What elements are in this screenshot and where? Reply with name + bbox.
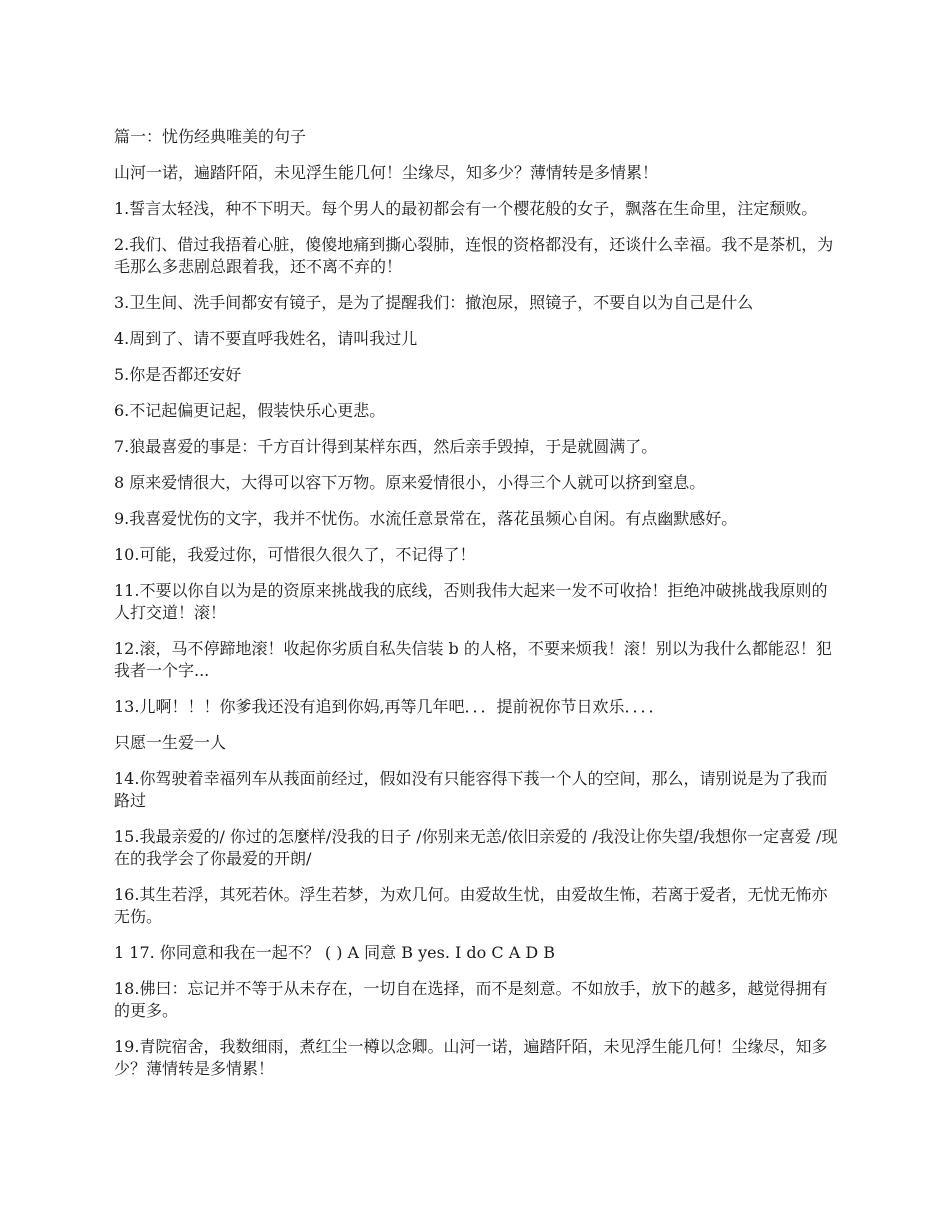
paragraph: 12.滚，马不停蹄地滚！收起你劣质自私失信装 b 的人格，不要来烦我！滚！别以为我什么都能忍！犯我者一个字...	[114, 639, 832, 680]
paragraph: 13.儿啊！！！你爹我还没有追到你妈,再等几年吧．．．提前祝你节日欢乐．．．．	[114, 697, 665, 716]
paragraph: 18.佛曰：忘记并不等于从未存在，一切自在选择，而不是刻意。不如放手，放下的越多，越觉得拥有的更多。	[114, 979, 828, 1020]
paragraph: 2.我们、借过我捂着心脏，傻傻地痛到撕心裂肺，连恨的资格都没有，还谈什么幸福。我不是茶机，为毛那么多悲剧总跟着我，还不离不弃的！	[114, 235, 834, 276]
paragraph: 14.你驾驶着幸福列车从莪面前经过，假如没有只能容得下莪一个人的空间，那么，请别说是为了我而路过	[114, 769, 828, 810]
paragraph: 10.可能，我爱过你，可惜很久很久了，不记得了！	[114, 545, 476, 564]
paragraph: 15.我最亲爱的/ 你过的怎麼样/没我的日子 /你别来无恙/依旧亲爱的 /我没让你失望/我想你一定喜爱 /现在的我学会了你最爱的开朗/	[114, 827, 838, 868]
paragraph: 3.卫生间、洗手间都安有镜子，是为了提醒我们：撤泡尿，照镜子，不要自以为自己是什么	[114, 293, 754, 312]
paragraph: 4.周到了、请不要直呼我姓名，请叫我过儿	[114, 329, 418, 348]
paragraph: 8 原来爱情很大，大得可以容下万物。原来爱情很小，小得三个人就可以挤到窒息。	[114, 473, 706, 492]
paragraph: 9.我喜爱忧伤的文字，我并不忧伤。水流任意景常在，落花虽频心自闲。有点幽默感好。	[114, 509, 738, 528]
paragraph: 19.青院宿舍，我数细雨，煮红尘一樽以念卿。山河一诺，遍踏阡陌，未见浮生能几何！尘缘尽，知多少？薄情转是多情累！	[114, 1037, 828, 1078]
paragraph: 11.不要以你自以为是的资原来挑战我的底线，否则我伟大起来一发不可收拾！拒绝冲破挑战我原则的人打交道！滚！	[114, 581, 828, 622]
paragraph: 1 17. 你同意和我在一起不？ ( ) A 同意 B yes. I do C A D B	[114, 943, 556, 962]
paragraph: 1.誓言太轻浅，种不下明天。每个男人的最初都会有一个樱花般的女子，飘落在生命里，注定颓败。	[114, 199, 818, 218]
paragraph: 16.其生若浮，其死若休。浮生若梦，为欢几何。由爱故生忧，由爱故生怖，若离于爱者，无忧无怖亦无伤。	[114, 885, 828, 926]
paragraph: 6.不记起偏更记起，假装快乐心更悲。	[114, 401, 386, 420]
paragraph: 7.狼最喜爱的事是：千方百计得到某样东西，然后亲手毁掉，于是就圆满了。	[114, 437, 658, 456]
paragraph: 5.你是否都还安好	[114, 365, 242, 384]
document-title: 篇一：忧伤经典唯美的句子	[114, 127, 307, 146]
paragraph: 山河一诺，遍踏阡陌，未见浮生能几何！尘缘尽，知多少？薄情转是多情累！	[114, 163, 659, 182]
document-page	[114, 126, 840, 1094]
paragraph: 只愿一生爱一人	[114, 733, 227, 752]
